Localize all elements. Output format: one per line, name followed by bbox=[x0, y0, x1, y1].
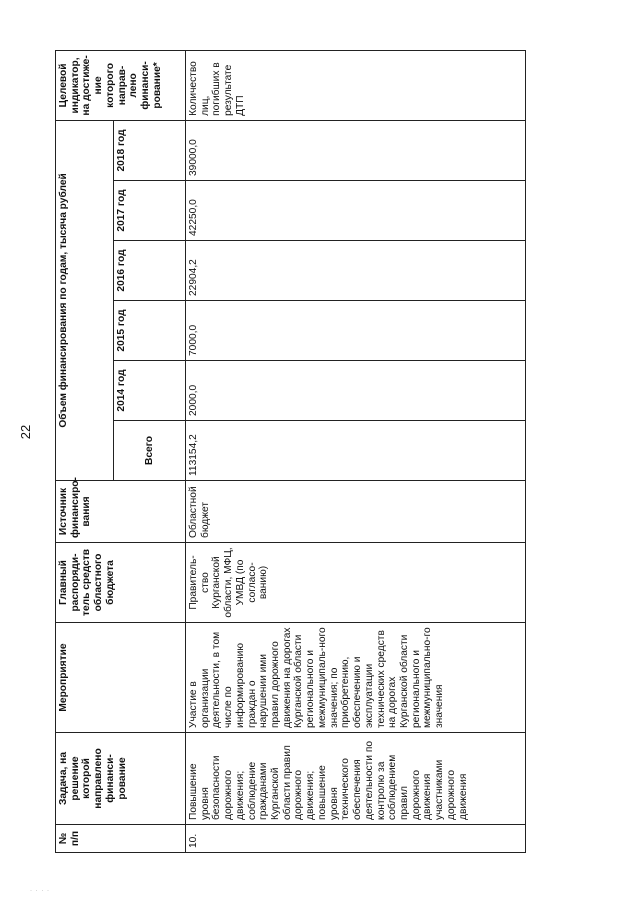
header-row-1 bbox=[56, 50, 114, 852]
cell-2014: 2000,0 bbox=[186, 361, 526, 421]
scan-mark: · · · · bbox=[30, 888, 50, 894]
cell-task: Повышение уровня безопасности дорожного движения; соблюдение гражданами Курганской области правил дорожного движения; повышение уровня технического обеспечения деятельности по контролю за соблюдением правил дорожного движения участниками дорожного движения bbox=[186, 733, 526, 825]
header-2014: 2014 год bbox=[114, 361, 186, 421]
cell-event: Участие в организации деятельности, в том числе по информированию граждан о нарушении ими правил дорожного движения на дорогах Курганской области регионального и межмуниципаль-ного значения; по приобретению, обеспечению и эксплуатации технических средств на дорогах Курганской области регионального и межмуниципально-го значения bbox=[186, 623, 526, 733]
header-volume-group: Объем финансирования по годам, тысяча рублей bbox=[56, 120, 114, 480]
cell-admin: Правитель-ство Курганской области, МФЦ, УМВД (по согласо-ванию) bbox=[186, 543, 526, 623]
header-total: Всего bbox=[114, 421, 186, 481]
header-2018: 2018 год bbox=[114, 120, 186, 180]
cell-indicator: Количество лиц, погибших в результате ДТП bbox=[186, 50, 526, 120]
cell-2017: 42250,0 bbox=[186, 181, 526, 241]
cell-2018: 39000,0 bbox=[186, 120, 526, 180]
rotated-table-sheet bbox=[55, 51, 530, 853]
cell-2016: 22904,2 bbox=[186, 241, 526, 301]
header-2015: 2015 год bbox=[114, 301, 186, 361]
header-admin: Главный распоряди-тель средств областного бюджета bbox=[56, 543, 186, 623]
cell-2015: 7000,0 bbox=[186, 301, 526, 361]
cell-source: Областной бюджет bbox=[186, 481, 526, 543]
page-number: 22 bbox=[18, 424, 33, 440]
header-no: № п/п bbox=[56, 825, 186, 853]
header-source: Источник финансиро-вания bbox=[56, 481, 186, 543]
header-indicator: Целевой индикатор, на достиже-ние которого направ-лено финанси-рование* bbox=[56, 50, 186, 120]
header-task: Задача, на решение которой направлено финанси-рование bbox=[56, 733, 186, 825]
header-2017: 2017 год bbox=[114, 181, 186, 241]
table-row bbox=[186, 50, 526, 852]
cell-total: 113154,2 bbox=[186, 421, 526, 481]
header-event: Мероприятие bbox=[56, 623, 186, 733]
header-2016: 2016 год bbox=[114, 241, 186, 301]
financing-table bbox=[55, 50, 526, 853]
cell-no: 10. bbox=[186, 825, 526, 853]
